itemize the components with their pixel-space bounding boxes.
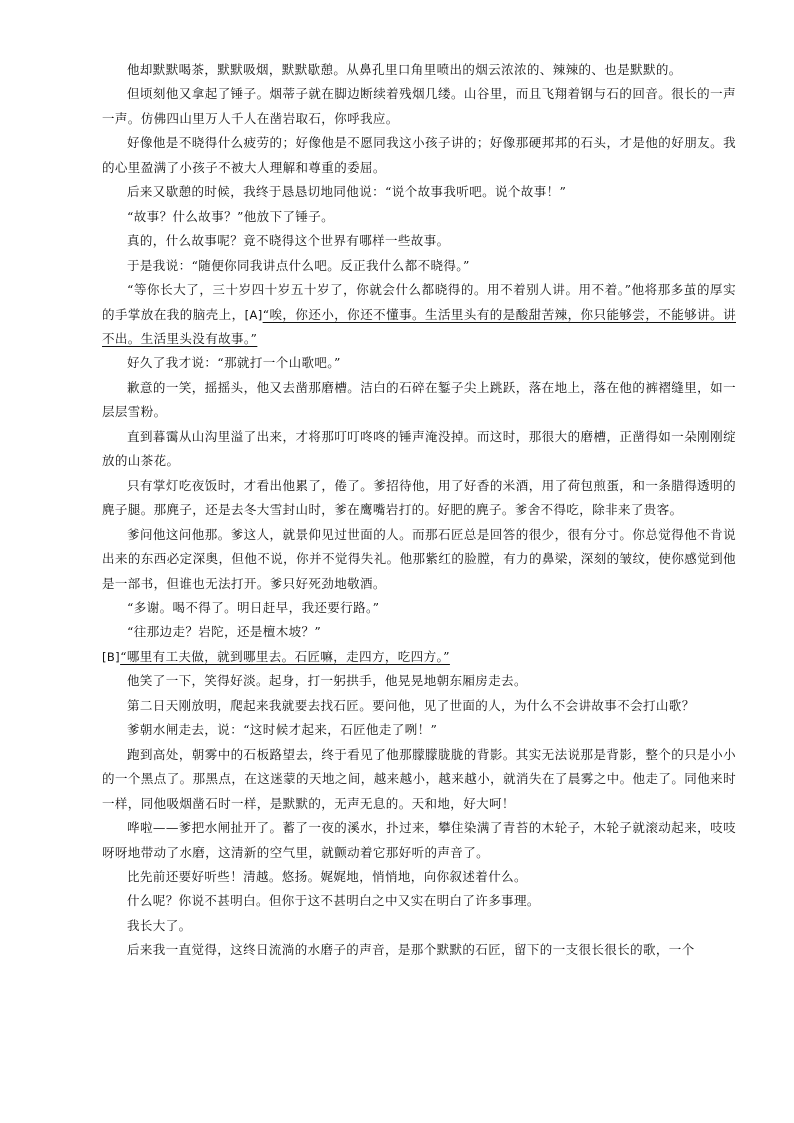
paragraph xyxy=(102,180,736,204)
paragraph-text: “故事？什么故事？”他放下了锤子。 xyxy=(127,208,335,224)
paragraph xyxy=(102,718,736,742)
paragraph xyxy=(102,278,736,351)
paragraph-text: 后来我一直觉得，这终日流淌的水磨子的声音，是那个默默的石匠，留下的一支很长很长的歌，一个 xyxy=(127,942,695,958)
paragraph-text: 他却默默喝茶，默默吸烟，默默歇憩。从鼻孔里口角里喷出的烟云浓浓的、辣辣的、也是默默的。 xyxy=(127,62,682,77)
paragraph xyxy=(102,376,736,425)
paragraph xyxy=(102,645,736,669)
paragraph xyxy=(102,58,736,82)
paragraph-text: 后来又歇憩的时候，我终于恳恳切地同他说：“说个故事我听吧。说个故事！” xyxy=(127,184,567,200)
paragraph xyxy=(102,474,736,523)
paragraph-text: 但顷刻他又拿起了锤子。烟蒂子就在脚边断续着残烟几缕。山谷里，而且飞翔着钢与石的回音。很长的一声一声。仿佛四山里万人千人在凿岩取石，你呼我应。 xyxy=(102,86,736,126)
paragraph-text: 哗啦——爹把水闸扯开了。蓄了一夜的溪水，扑过来，攀住染满了青苔的木轮子，木轮子就滚动起来，吱吱呀呀地带动了水磨，这清新的空气里，就颤动着它那好听的声音了。 xyxy=(102,820,736,860)
paragraph-text: 只有掌灯吃夜饭时，才看出他累了，倦了。爹招待他，用了好香的米酒，用了荷包煎蛋，和一条腊得透明的麂子腿。那麂子，还是去冬大雪封山时，爹在鹰嘴岩打的。好肥的麂子。爹舍不得吃，除非来了贵客。 xyxy=(102,477,736,518)
paragraph-text: 比先前还要好听些！清越。悠扬。娓娓地，悄悄地，向你叙述着什么。 xyxy=(127,868,527,884)
paragraph-text: “多谢。喝不得了。明日赶早，我还要行路。” xyxy=(127,599,380,615)
paragraph xyxy=(102,205,736,229)
paragraph-text: 我长大了。 xyxy=(127,917,192,933)
question-marker: [A] xyxy=(244,307,263,322)
paragraph-text: 爹朝水闸走去，说：“这时候才起来，石匠他走了咧！” xyxy=(127,722,438,738)
underlined-sentence: “哪里有工夫做，就到哪里去。石匠嘛，走四方，吃四方。” xyxy=(120,648,450,664)
paragraph xyxy=(102,596,736,620)
underlined-sentence: “唉，你还小，你还不懂事。生活里头有的是酸甜苦辣，你只能够尝，不能够讲。讲不出。生活里头没有故事。” xyxy=(102,306,736,346)
paragraph xyxy=(102,914,736,938)
paragraph-text: “等你长大了，三十岁四十岁五十岁了，你就会什么都晓得的。用不着别人讲。用不着。”他将那多茧的厚实的手掌放在我的脑壳上， xyxy=(102,282,736,322)
paragraph xyxy=(102,425,736,474)
paragraph xyxy=(102,743,736,816)
paragraph xyxy=(102,669,736,693)
paragraph xyxy=(102,82,736,131)
paragraph-text: 歉意的一笑，摇摇头，他又去凿那磨槽。洁白的石碎在錾子尖上跳跃，落在地上，落在他的裤褶缝里，如一层层雪粉。 xyxy=(102,379,736,420)
paragraph xyxy=(102,816,736,865)
paragraph-text: 什么呢？你说不甚明白。但你于这不甚明白之中又实在明白了许多事理。 xyxy=(127,893,540,909)
paragraph-text: 第二日天刚放明，爬起来我就要去找石匠。要问他，见了世面的人，为什么不会讲故事不会打山歌？ xyxy=(127,697,695,713)
paragraph-text: 跑到高处，朝雾中的石板路望去，终于看见了他那朦朦胧胧的背影。其实无法说那是背影，整个的只是小小的一个黑点了。那黑点，在这迷蒙的天地之间，越来越小，越来越小，就消失在了晨雾之中。他走了。同他来时一样，同他吸烟凿石时一样，是默默的，无声无息的。天和地，好大呵！ xyxy=(102,746,736,811)
paragraph-text: 于是我说：“随便你同我讲点什么吧。反正我什么都不晓得。” xyxy=(127,257,470,273)
paragraph xyxy=(102,865,736,889)
paragraph-text: 好久了我才说：“那就打一个山歌吧。” xyxy=(127,355,341,371)
paragraph-text: 他笑了一下，笑得好淡。起身，打一躬拱手，他晃晃地朝东厢房走去。 xyxy=(127,673,527,689)
paragraph-text: 好像他是不晓得什么疲劳的；好像他是不愿同我这小孩子讲的；好像那硬邦邦的石头，才是他的好朋友。我的心里盈满了小孩子不被大人理解和尊重的委屈。 xyxy=(102,135,736,175)
paragraph xyxy=(102,620,736,644)
paragraph xyxy=(102,254,736,278)
paragraph xyxy=(102,889,736,913)
paragraph-text: “往那边走？岩陀，还是檀木坡？” xyxy=(127,624,322,640)
paragraph xyxy=(102,229,736,253)
article-body xyxy=(102,58,736,963)
paragraph xyxy=(102,131,736,180)
paragraph-text: 真的，什么故事呢？竟不晓得这个世界有哪样一些故事。 xyxy=(127,233,450,249)
paragraph xyxy=(102,351,736,375)
paragraph xyxy=(102,523,736,596)
question-marker: [B] xyxy=(102,649,121,664)
paragraph-text: 直到暮霭从山沟里溢了出来，才将那叮叮咚咚的锤声淹没掉。而这时，那很大的磨槽，正凿得如一朵刚刚绽放的山茶花。 xyxy=(102,428,736,469)
paragraph xyxy=(102,694,736,718)
paragraph xyxy=(102,938,736,962)
paragraph-text: 爹问他这问他那。爹这人，就景仰见过世面的人。而那石匠总是回答的很少，很有分寸。你总觉得他不肯说出来的东西必定深奥，但他不说，你并不觉得失礼。他那紫红的脸膛，有力的鼻梁，深刻的皱纹，使你感觉到他是一部书，但谁也无法打开。爹只好死劲地敬酒。 xyxy=(102,526,736,591)
